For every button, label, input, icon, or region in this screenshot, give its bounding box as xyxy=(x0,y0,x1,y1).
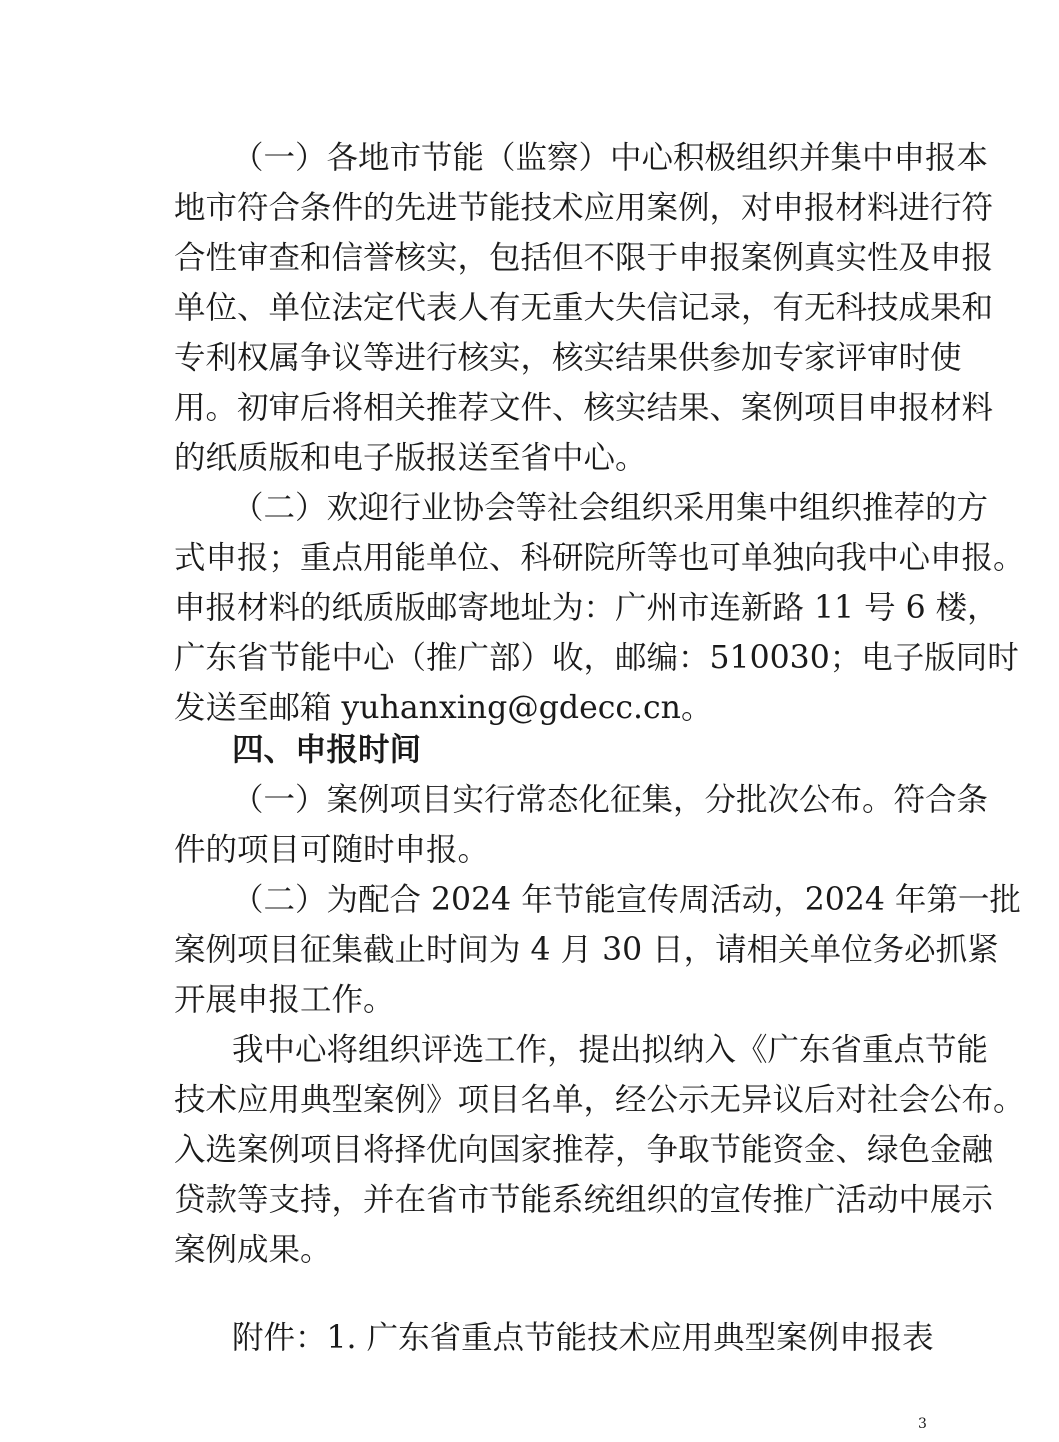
text-line: 发送至邮箱 yuhanxing@gdecc.cn。 xyxy=(174,690,713,726)
text-line: （二）为配合 2024 年节能宣传周活动，2024 年第一批 xyxy=(232,882,1021,918)
text-line: 开展申报工作。 xyxy=(174,982,395,1018)
text-line: 地市符合条件的先进节能技术应用案例，对申报材料进行符 xyxy=(174,190,994,226)
text-line: 专利权属争议等进行核实，核实结果供参加专家评审时使 xyxy=(174,340,962,376)
text-line: 案例成果。 xyxy=(174,1232,332,1268)
attachment-line: 附件：1. 广东省重点节能技术应用典型案例申报表 xyxy=(232,1320,934,1356)
text-line: 申报材料的纸质版邮寄地址为：广州市连新路 11 号 6 楼， xyxy=(174,590,999,626)
text-line: 式申报；重点用能单位、科研院所等也可单独向我中心申报。 xyxy=(174,540,1025,576)
text-line: （一）案例项目实行常态化征集，分批次公布。符合条 xyxy=(232,782,989,818)
text-line: 我中心将组织评选工作，提出拟纳入《广东省重点节能 xyxy=(232,1032,989,1068)
text-line: 案例项目征集截止时间为 4 月 30 日，请相关单位务必抓紧 xyxy=(174,932,999,968)
text-line: 单位、单位法定代表人有无重大失信记录，有无科技成果和 xyxy=(174,290,994,326)
section-heading-submission-time: 四、申报时间 xyxy=(232,732,422,768)
text-line: 件的项目可随时申报。 xyxy=(174,832,490,868)
text-line: 入选案例项目将择优向国家推荐，争取节能资金、绿色金融 xyxy=(174,1132,994,1168)
text-line: 用。初审后将相关推荐文件、核实结果、案例项目申报材料 xyxy=(174,390,994,426)
text-line: 贷款等支持，并在省市节能系统组织的宣传推广活动中展示 xyxy=(174,1182,994,1218)
text-line: 广东省节能中心（推广部）收，邮编：510030；电子版同时 xyxy=(174,640,1019,676)
text-line: （一）各地市节能（监察）中心积极组织并集中申报本 xyxy=(232,140,989,176)
text-line: 合性审查和信誉核实，包括但不限于申报案例真实性及申报 xyxy=(174,240,994,276)
page-number: 3 xyxy=(918,1416,927,1432)
text-line: （二）欢迎行业协会等社会组织采用集中组织推荐的方 xyxy=(232,490,989,526)
text-line: 技术应用典型案例》项目名单，经公示无异议后对社会公布。 xyxy=(174,1082,1025,1118)
text-line: 的纸质版和电子版报送至省中心。 xyxy=(174,440,647,476)
